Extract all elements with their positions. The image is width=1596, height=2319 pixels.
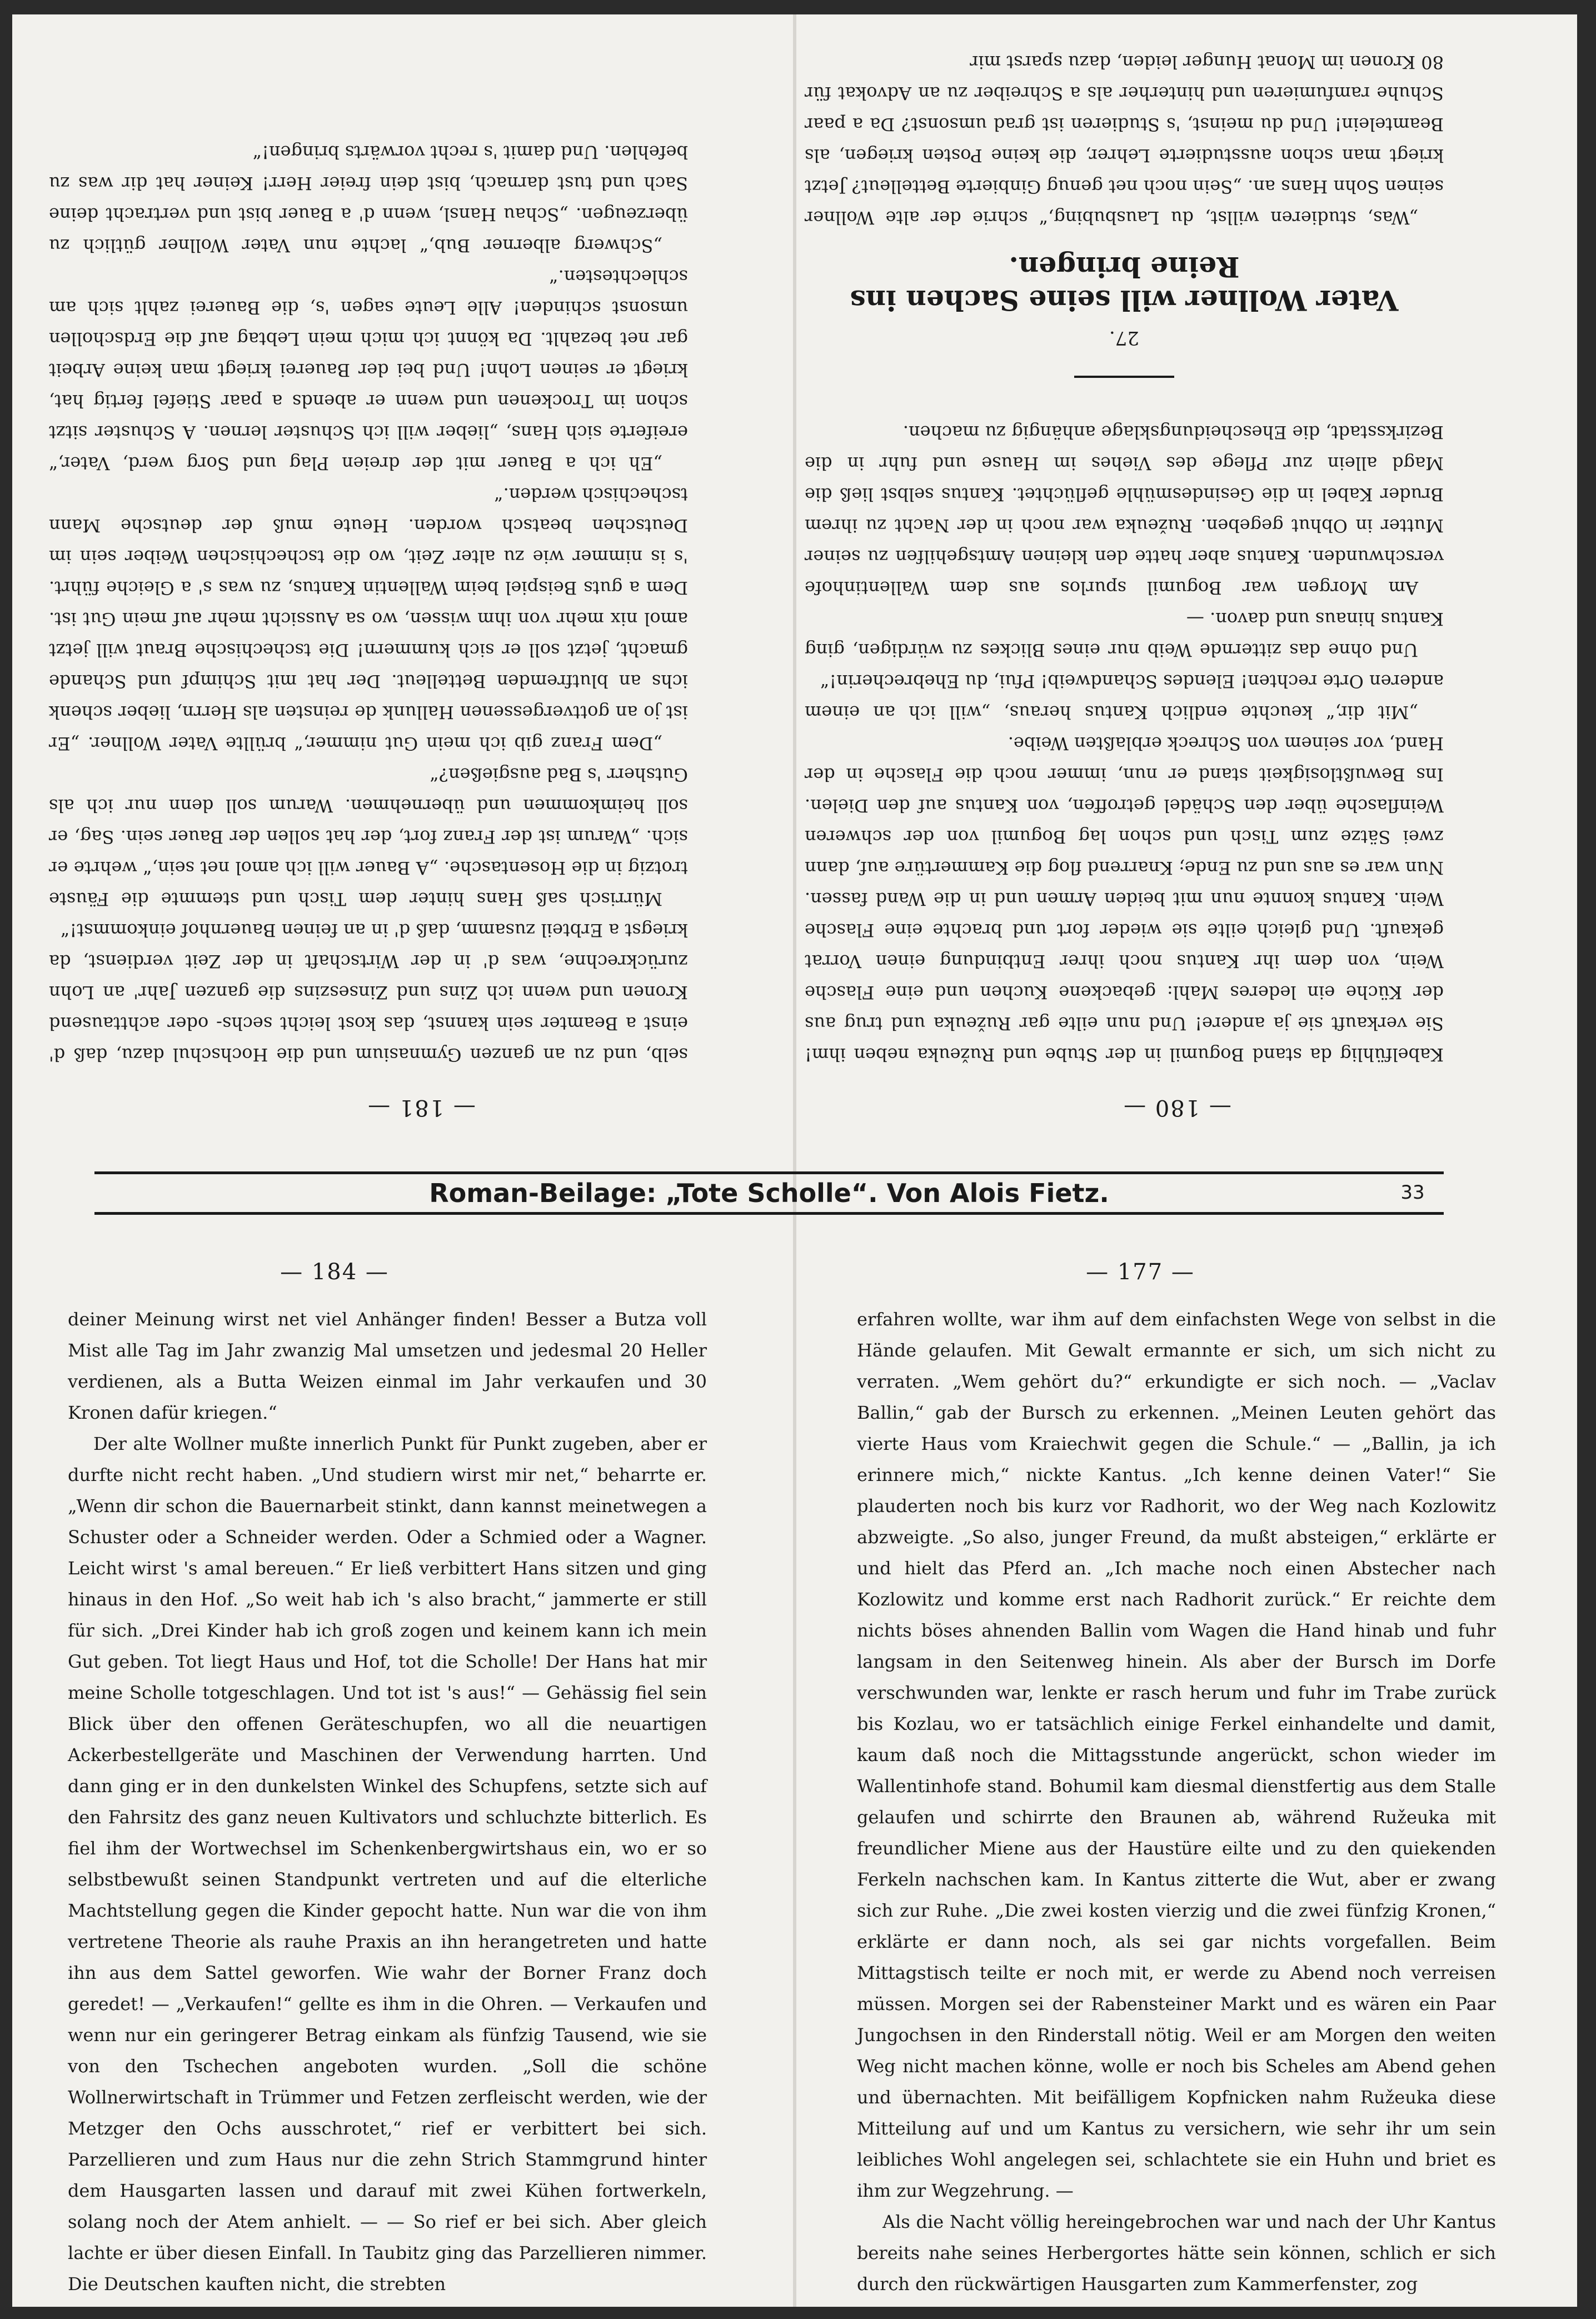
running-head: Roman-Beilage: „Tote Scholle“. Von Alois Fietz. <box>94 1171 1444 1215</box>
section-number: 27. <box>1109 327 1140 349</box>
paragraph: „Eh ich a Bauer mit der dreien Plag und Sorg werd, Vater,“ ereiferte sich Hans, „lieber will ich Schuster lernen. A Schuster sitzt schon im Trockenen und wenn er abends a paar Stiefel fertig hat, kriegt er seinen Lohn! Und bei der Bauerei kriegt man keine Arbeit gar net bezahlt. Da könnt ich mich mein Lebtag auf die Erdschollen umsonst schinden! Alle Leute sagen 's, die Bauerei zahlt sich am schlechtesten.“ <box>49 266 688 474</box>
paragraph: „Was, studieren willst, du Lausbubing,“ schrie der alte Wollner seinen Sohn Hans an. „Sein noch net genug Ginbierte Bettelleut? Jetzt kriegt man schon ausstudierte Lehrer, die keine Posten kriegen, als Beamtelein! Und du meinst, 's Studieren ist grad umsonst? Da a paar Schuhe ramfumieren und hinterher als a Schreiber zu an Advokat für 80 Kronen im Monat Hunger leiden, dazu sparst mir <box>805 52 1444 228</box>
paragraph: Mürrisch saß Hans hinter dem Tisch und stemmte die Fäuste trotzig in die Hosentasche. „A Bauer will ich amol net sein,“ wehrte er sich. „Warum ist der Franz fort, der hat sollen der Bauer sein. Sag, er soll heimkommen und übernehmen. Warum soll denn nur ich als Gutsherr 's Bad ausgießen?“ <box>49 764 688 910</box>
paragraph: Am Morgen war Bogumil spurlos aus dem Wallentinhofe verschwunden. Kantus aber hatte den kleinen Amtsgehilfen zu seiner Mutter in Obhut gegeben. Ružeuka war noch in der Nacht zu ihrem Bruder Kabel in die Gesindesmühle geflüchtet. Kantus selbst ließ die Magd allein zur Pflege des Viehes im Hause und fuhr in die Bezirksstadt, die Ehescheidungsklage anhängig zu machen. <box>805 422 1444 599</box>
paragraph: „Mit dir,“ keuchte endlich Kantus heraus, „will ich an einem anderen Orte rechten! Elendes Schandweib! Pfui, du Ehebrecherin!“ <box>805 671 1444 723</box>
paragraph: selb, und zu an ganzen Gymnasium und die Hochschul dazu, daß d' einst a Beamter sein kannst, das kost leicht sechs- oder achttausend Kronen und wenn ich Zins und Zinseszins die ganzen Jahr' an Lohn zurückrechne, was d' in der Wirtschaft in der Zeit verdienst, da kriegst a Erbteil zusamm, daß d' in an feinen Bauernhof einkommst!“ <box>49 920 688 1065</box>
sheet-number: 33 <box>1400 1181 1425 1204</box>
page-number-177: — 177 — <box>1086 1259 1195 1285</box>
page-181-column <box>49 137 688 1070</box>
paragraph: Und ohne das zitternde Weib nur eines Blickes zu würdigen, ging Kantus hinaus und davon. — <box>805 609 1444 661</box>
paragraph: erfahren wollte, war ihm auf dem einfachsten Wege von selbst in die Hände gelaufen. Mit Gewalt ermannte er sich, um sich nicht zu verraten. „Wem gehört du?“ erkundigte er sich noch. — „Vaclav Ballin,“ gab der Bursch zu erkennen. „Meinen Leuten gehört das vierte Haus vom Kraiechwit gegen die Schule.“ — „Ballin, ja ich erinnere mich,“ nickte Kantus. „Ich kenne deinen Vater!“ Sie plauderten noch bis kurz vor Radhorit, wo der Weg nach Kozlowitz abzweigte. „So also, junger Freund, da mußt absteigen,“ erklärte er und hielt das Pferd an. „Ich mache noch einen Abstecher nach Kozlowitz und komme erst nach Radhorit zurück.“ Er reichte dem nichts böses ahnenden Ballin vom Wagen die Hand hinab und fuhr langsam in den Seitenweg hinein. Als aber der Bursch im Dorfe verschwunden war, lenkte er rasch herum und fuhr im Trabe zurück bis Kozlau, wo er tatsächlich einige Ferkel einhandelte und damit, kaum daß noch die Mittagsstunde angerückt, schon wieder im Wallentinhofe stand. Bohumil kam diesmal dienstfertig aus dem Stalle gelaufen und schirrte den Braunen ab, während Ružeuka mit freundlicher Miene aus der Haustüre eilte und zu den quiekenden Ferkeln nachschen kam. In Kantus zitterte die Wut, aber er zwang sich zur Ruhe. „Die zwei kosten vierzig und die zwei fünfzig Kronen,“ erklärte er dann noch, als sei gar nichts vorgefallen. Beim Mittagstisch teilte er noch mit, er werde zu Abend noch verreisen müssen. Morgen sei der Rabensteiner Markt und es wären ein Paar Jungochsen in den Rinderstall nötig. Weil er am Morgen den weiten Weg nicht machen könne, wolle er noch bis Scheles am Abend gehen und übernachten. Mit beifälligem Kopfnicken nahm Ružeuka diese Mitteilung auf und um Kantus zu versichern, wie sehr ihr um sein leibliches Wohl angelegen sei, schlachtete sie ein Huhn und briet es ihm zur Wegzehrung. — <box>857 1309 1496 2201</box>
page-number-184: — 184 — <box>280 1259 389 1285</box>
paragraph: „Schwerg alberner Bub,“ lachte nun Vater Wollner gütlich zu überzeugen. „Schau Hansl, wenn d' a Bauer bist und vertracht deine Sach und tust darnach, bist dein freier Herr! Keiner hat dir was zu befehlen. Und damit 's recht vorwärts bringen!“ <box>49 142 688 256</box>
paragraph: Der alte Wollner mußte innerlich Punkt für Punkt zugeben, aber er durfte nicht recht haben. „Und studiern wirst mir net,“ beharrte er. „Wenn dir schon die Bauernarbeit stinkt, dann kannst meinetwegen a Schuster oder a Schneider werden. Oder a Schmied oder a Wagner. Leicht wirst 's amal bereuen.“ Er ließ verbittert Hans sitzen und ging hinaus in den Hof. „So weit hab ich 's also bracht,“ jammerte er still für sich. „Drei Kinder hab ich groß zogen und keinem kann ich mein Gut geben. Tot liegt Haus und Hof, tot die Scholle! Der Hans hat mir meine Scholle totgeschlagen. Und tot ist 's aus!“ — Gehässig fiel sein Blick über den offenen Geräteschupfen, wo all die neuartigen Ackerbestellgeräte und Maschinen der Verwendung harrten. Und dann ging er in den dunkelsten Winkel des Schupfens, setzte sich auf den Fahrsitz des ganz neuen Kultivators und schluchzte bitterlich. Es fiel ihm der Wortwechsel im Schenkenbergwirtshaus ein, wo er so selbstbewußt seinen Standpunkt vertreten und auf die elterliche Machtstellung gegen die Kinder gepocht hatte. Nun war die von ihm vertretene Theorie als rauhe Praxis an ihn herangetreten und hatte ihn aus dem Sattel geworfen. Wie wahr der Borner Franz doch geredet! — „Verkaufen!“ gellte es ihm in die Ohren. — Verkaufen und wenn nur ein geringerer Betrag einkam als fünfzig Tausend, wie sie von den Tschechen angeboten wurden. „Soll die schöne Wollnerwirtschaft in Trümmer und Fetzen zerfleischt werden, wie der Metzger den Ochs ausschrotet,“ rief er verbittert bei sich. Parzellieren und zum Haus nur die zehn Strich Stammgrund hinter dem Hausgarten lassen und darauf mit zwei Kühen fortwerkeln, solang noch der Atem anhielt. — — So rief er bei sich. Aber gleich lachte er über diesen Einfall. In Taubitz ging das Parzellieren nimmer. Die Deutschen kauften nicht, die strebten <box>68 1433 707 2295</box>
paragraph: deiner Meinung wirst net viel Anhänger finden! Besser a Butza voll Mist alle Tag im Jahr zwanzig Mal umsetzen und jedesmal 20 Heller verdienen, als a Butta Weizen einmal im Jahr verkaufen und 30 Kronen dafür kriegen.“ <box>68 1309 707 1423</box>
page-180-column <box>805 47 1444 1070</box>
lower-half <box>12 1159 1577 2304</box>
page-177-column <box>857 1304 1496 2300</box>
section-title: Vater Wollner will seine Sachen ins Reine bringen. <box>850 251 1399 317</box>
page-number-181: — 181 — <box>367 1095 476 1120</box>
paragraph: Als die Nacht völlig hereingebrochen war und nach der Uhr Kantus bereits nahe seines Herbergortes hätte sein können, schlich er sich durch den rückwärtigen Hausgarten zum Kammerfenster, zog <box>857 2211 1496 2295</box>
section-divider <box>1074 376 1174 378</box>
upper-half-upside-down <box>12 14 1577 1159</box>
newspaper-sheet <box>12 14 1577 2307</box>
paragraph: Kabelfühlig da stand Bogumil in der Stube und Ružeuka neben ihm! Sie verkauft sie ja andere! Und nun eilte gar Ružeuka und trug aus der Küche ein lederes Mahl: gebackene Kuchen und eine Flasche Wein, von dem ihr Kantus noch ihrer Entbindung einen Vorrat gekauft. Und gleich eilte sie wieder fort und brachte eine Flasche Wein. Kantus konnte nun mit beiden Armen und in die Wand fassen. Nun war es aus und zu Ende; Knarrend flog die Kammertüre auf, dann zwei Sätze zum Tisch und schon lag Bogumil von der schweren Weinflasche über den Schädel getroffen, von Kantus auf den Dielen. Ins Bewußtlosigkeit stand er nun, immer noch die Flasche in der Hand, vor seinem von Schreck erblaßten Weibe. <box>805 733 1444 1065</box>
page-number-180: — 180 — <box>1123 1095 1231 1120</box>
paragraph: „Dem Franz gib ich mein Gut nimmer,“ brüllte Vater Wollner. „Er ist jo an gottvergessenen Hallunk de reinsten als Herrn, lieber schenk ichs an blutfremden Bettelleut. Der hat mit Schimpf und Schande gmacht, jetzt soll er sich kummern! Die tschechische Braut will jetzt amol nix mehr von ihm wissen, wo sa Aussicht mehr auf mein Gut ist. Dem a guts Beispiel beim Wallentin Kantus, zu was s' a Gleiche führt. 's is nimmer wie zu alter Zeit, wo die tschechischen Weiber sein im Deutschen beatsch worden. Heute muß der deutsche Mann tschechisch werden.“ <box>49 484 688 754</box>
page-184-column <box>68 1304 707 2300</box>
